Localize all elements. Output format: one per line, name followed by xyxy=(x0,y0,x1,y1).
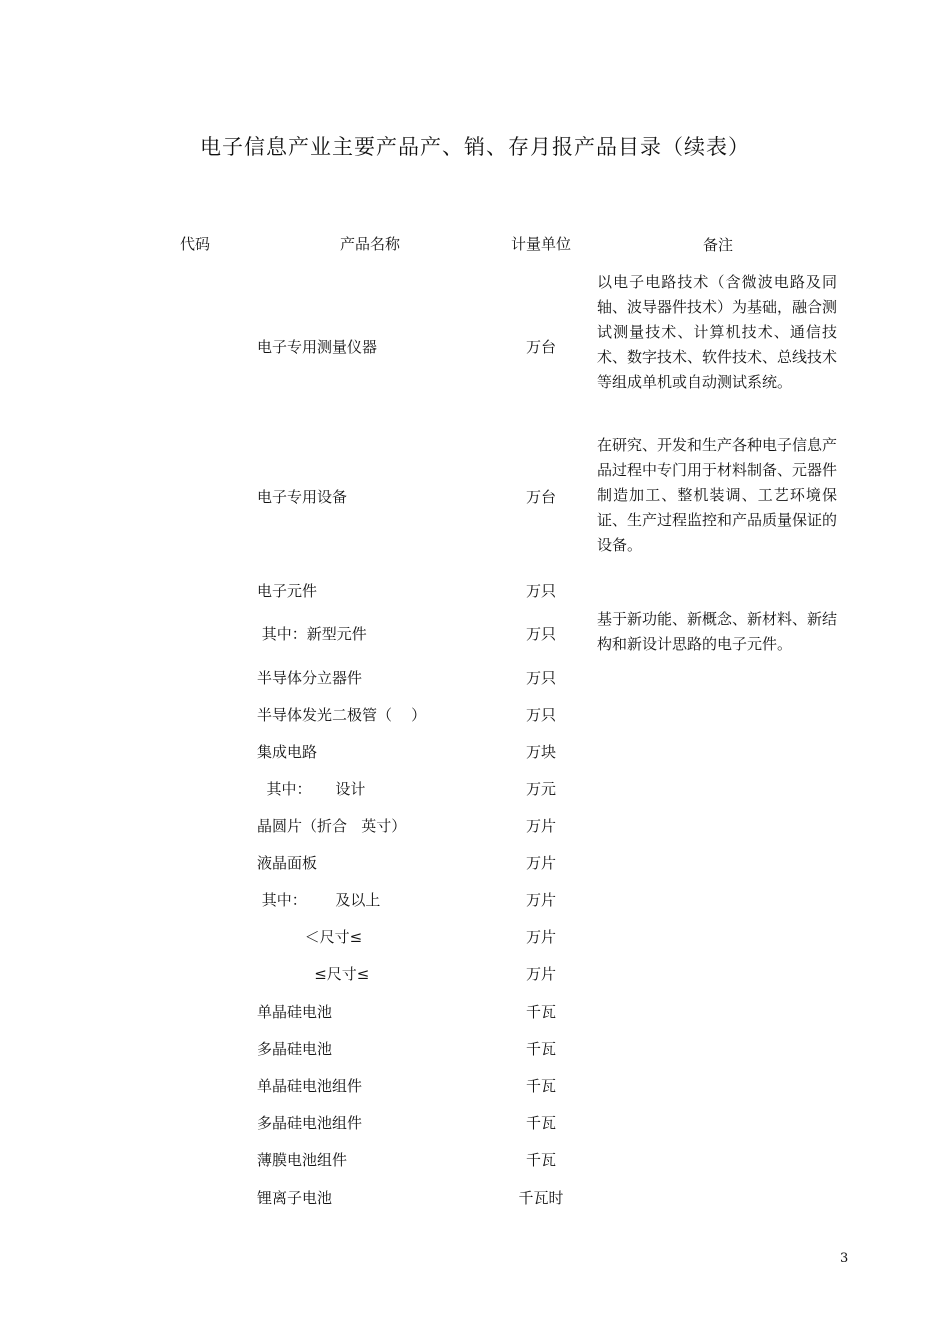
table-row xyxy=(0,1187,950,1207)
product-unit: 千瓦 xyxy=(525,1114,556,1132)
table-row xyxy=(0,580,950,600)
product-name: 单晶硅电池组件 xyxy=(257,1077,363,1095)
table-row xyxy=(0,926,950,946)
product-name: 半导体发光二极管（ ） xyxy=(257,706,427,724)
table-row xyxy=(0,1001,950,1021)
product-unit: 万只 xyxy=(525,669,556,687)
page-title: 电子信息产业主要产品产、销、存月报产品目录（续表） xyxy=(200,135,750,159)
product-name: ＜尺寸≤ xyxy=(257,928,363,946)
product-name: 其中： 及以上 xyxy=(257,891,381,909)
product-name: ≤尺寸≤ xyxy=(257,965,370,983)
table-row xyxy=(0,889,950,909)
product-unit: 万只 xyxy=(525,582,556,600)
table-row xyxy=(0,963,950,983)
header-unit: 计量单位 xyxy=(511,235,572,253)
product-unit: 万片 xyxy=(525,928,556,946)
product-name: 电子元件 xyxy=(257,582,318,600)
product-name: 液晶面板 xyxy=(257,854,318,872)
table-row xyxy=(0,852,950,872)
product-unit: 千瓦 xyxy=(525,1077,556,1095)
product-unit: 万片 xyxy=(525,891,556,909)
product-unit: 万元 xyxy=(525,780,556,798)
product-name: 多晶硅电池 xyxy=(257,1040,333,1058)
product-name: 多晶硅电池组件 xyxy=(257,1114,363,1132)
table-row xyxy=(0,1149,950,1169)
product-unit: 万片 xyxy=(525,854,556,872)
note-special-equipment: 在研究、开发和生产各种电子信息产品过程中专门用于材料制备、元器件制造加工、整机装调、工艺环境保证、生产过程监控和产品质量保证的设备。 xyxy=(597,436,838,554)
product-unit: 万片 xyxy=(525,965,556,983)
header-product-name: 产品名称 xyxy=(340,235,401,253)
product-name: 电子专用测量仪器 xyxy=(257,338,378,356)
table-row xyxy=(0,1112,950,1132)
product-unit: 千瓦 xyxy=(525,1003,556,1021)
table-row xyxy=(0,667,950,687)
product-name: 其中： 设计 xyxy=(257,780,366,798)
page-number: 3 xyxy=(840,1251,849,1266)
product-name: 半导体分立器件 xyxy=(257,669,363,687)
product-unit: 万块 xyxy=(525,743,556,761)
table-row xyxy=(0,741,950,761)
table-row xyxy=(0,1075,950,1095)
product-unit: 千瓦 xyxy=(525,1040,556,1058)
product-name: 其中：新型元件 xyxy=(257,625,367,643)
note-new-components: 基于新功能、新概念、新材料、新结构和新设计思路的电子元件。 xyxy=(597,610,838,653)
note-measuring-instruments: 以电子电路技术（含微波电路及同轴、波导器件技术）为基础，融合测试测量技术、计算机技术、通信技术、数字技术、软件技术、总线技术等组成单机或自动测试系统。 xyxy=(597,273,838,391)
header-code: 代码 xyxy=(180,235,211,253)
product-name: 单晶硅电池 xyxy=(257,1003,333,1021)
table-row xyxy=(0,815,950,835)
product-unit: 万台 xyxy=(525,338,556,356)
table-row xyxy=(0,1038,950,1058)
product-unit: 千瓦时 xyxy=(518,1189,564,1207)
header-note: 备注 xyxy=(703,236,734,254)
product-name: 锂离子电池 xyxy=(257,1189,333,1207)
product-name: 薄膜电池组件 xyxy=(257,1151,348,1169)
product-name: 晶圆片（折合 英寸） xyxy=(257,817,407,835)
table-row xyxy=(0,704,950,724)
product-name: 集成电路 xyxy=(257,743,318,761)
product-unit: 万片 xyxy=(525,817,556,835)
table-row xyxy=(0,778,950,798)
product-name: 电子专用设备 xyxy=(257,488,348,506)
product-unit: 万台 xyxy=(525,488,556,506)
product-unit: 万只 xyxy=(525,706,556,724)
product-unit: 万只 xyxy=(525,625,556,643)
product-unit: 千瓦 xyxy=(525,1151,556,1169)
